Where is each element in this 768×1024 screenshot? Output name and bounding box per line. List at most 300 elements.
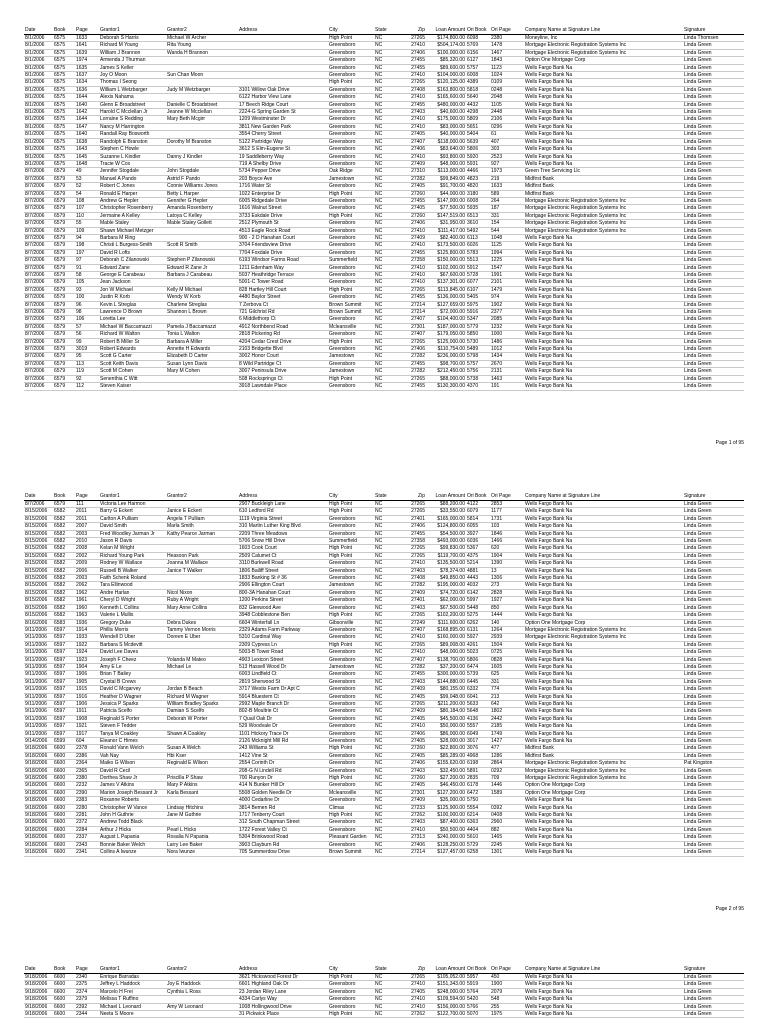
column-header: Zip <box>408 493 426 501</box>
table-row <box>24 597 744 604</box>
table-cell: 1465 <box>490 834 524 841</box>
records-table-page-2 <box>24 493 744 857</box>
table-cell: Barbara J Carabeau <box>166 272 238 279</box>
table-cell: 9/18/2006 <box>24 819 53 826</box>
table-row <box>24 79 744 86</box>
table-cell: Option One Mortgage Corp <box>524 57 683 64</box>
table-cell: David Lee Daves <box>99 649 166 656</box>
table-cell: 1637 <box>75 72 99 79</box>
table-cell: $99,830.00 <box>426 545 466 552</box>
table-cell: Greensboro <box>328 205 374 212</box>
table-cell: Greensboro <box>328 575 374 582</box>
table-row <box>24 723 744 730</box>
table-cell: Jamestown <box>328 663 374 670</box>
table-cell: 27407 <box>408 626 426 633</box>
table-cell: Christopher Rosenberry <box>99 205 166 212</box>
table-cell: Wells Fargo Bank Na <box>524 582 683 589</box>
table-cell: Linda Green <box>683 79 744 86</box>
table-cell: Greensboro <box>328 123 374 130</box>
table-cell: Linda Green <box>683 649 744 656</box>
table-cell: 27406 <box>408 730 426 737</box>
table-cell: Linda Green <box>683 49 744 56</box>
table-cell: Linda Green <box>683 693 744 700</box>
table-cell: 5639 <box>466 138 490 145</box>
table-cell: 6579 <box>53 279 75 286</box>
table-cell: 9/18/2006 <box>24 981 53 988</box>
table-cell: 407 <box>490 138 524 145</box>
table-row <box>24 760 744 767</box>
table-cell: 2008 <box>75 545 99 552</box>
table-cell: 6600 <box>53 981 75 988</box>
table-cell: 198 <box>75 242 99 249</box>
table-cell: NC <box>374 988 408 995</box>
table-row <box>24 686 744 693</box>
table-cell: 9/18/2006 <box>24 826 53 833</box>
column-header: Address <box>238 966 328 974</box>
table-cell: Wells Fargo Bank Na <box>524 693 683 700</box>
table-cell: 1904 <box>75 663 99 670</box>
table-cell: 27410 <box>408 116 426 123</box>
table-cell: 1906 <box>75 671 99 678</box>
table-cell: Wells Fargo Bank Na <box>524 597 683 604</box>
table-cell: 4513 Eagle Rock Road <box>238 227 328 234</box>
table-cell: 6472 <box>466 789 490 796</box>
table-cell: 27410 <box>408 272 426 279</box>
table-cell: Joseph F Cheez <box>99 656 166 663</box>
table-cell: $50,500.00 <box>426 826 466 833</box>
table-cell: Lorraine S Redding <box>99 116 166 123</box>
table-cell: 625 <box>490 671 524 678</box>
table-cell: 8/7/2006 <box>24 353 53 360</box>
table-cell: Greensboro <box>328 560 374 567</box>
table-cell: Stephen P Zilanowski <box>166 257 238 264</box>
table-cell: 2337 <box>75 834 99 841</box>
column-header: Page <box>75 966 99 974</box>
table-cell: High Point <box>328 1011 374 1018</box>
table-cell: 1286 <box>490 752 524 759</box>
table-cell: 705 Summerdow Drive <box>238 849 328 856</box>
table-cell: 1833 Banking St # 36 <box>238 575 328 582</box>
table-cell: 2006 <box>75 567 99 574</box>
table-cell: 6597 <box>53 641 75 648</box>
table-cell: 6575 <box>53 94 75 101</box>
table-cell: NC <box>374 35 408 42</box>
table-row <box>24 515 744 522</box>
table-cell: Wells Fargo Bank Na <box>524 996 683 1003</box>
table-cell: 529 Woodvale Dr <box>238 723 328 730</box>
table-cell: Jane M Guthrie <box>166 812 238 819</box>
table-cell: 8/15/2006 <box>24 567 53 574</box>
table-cell: 27405 <box>408 988 426 995</box>
table-cell: Linda Green <box>683 242 744 249</box>
table-cell: Pamela J Baccamazzi <box>166 323 238 330</box>
column-header: Grantor1 <box>99 27 166 35</box>
table-cell: 4404 <box>466 826 490 833</box>
table-cell: 8/7/2006 <box>24 175 53 182</box>
table-cell: 1802 <box>490 708 524 715</box>
table-cell: 6055 <box>466 523 490 530</box>
table-cell: Linda Green <box>683 190 744 197</box>
table-cell: 6597 <box>53 693 75 700</box>
table-cell: 27358 <box>408 257 426 264</box>
table-cell: 5347 <box>466 316 490 323</box>
table-row <box>24 64 744 71</box>
table-cell: 5734 Pepper Drive <box>238 168 328 175</box>
table-cell: 213 <box>490 693 524 700</box>
table-cell: 8/1/2006 <box>24 131 53 138</box>
table-cell: 27410 <box>408 649 426 656</box>
table-cell: 6193 Windsor Farms Road <box>238 257 328 264</box>
table-cell: $80,155.00 <box>426 686 466 693</box>
table-cell: 27407 <box>408 656 426 663</box>
table-cell: 2819 Sherwood St <box>238 678 328 685</box>
table-cell: Joy O Moon <box>99 72 166 79</box>
table-cell: 6582 <box>53 545 75 552</box>
table-row <box>24 346 744 353</box>
table-cell: 5492 <box>466 227 490 234</box>
table-cell: $151,343.00 <box>426 981 466 988</box>
table-cell: Wells Fargo Bank Na <box>524 368 683 375</box>
table-cell: Mary Beth Mcgirr <box>166 116 238 123</box>
table-cell: 27408 <box>408 86 426 93</box>
table-cell <box>490 797 524 804</box>
table-cell: 882 <box>490 826 524 833</box>
table-row <box>24 797 744 804</box>
table-cell: 27401 <box>408 597 426 604</box>
table-cell: 832 Glenwood Ave <box>238 604 328 611</box>
table-cell: William Bradley Sparks <box>166 700 238 707</box>
table-cell: Mortgage Electronic Registration Systems Inc <box>524 197 683 204</box>
table-cell: 3007 Peninsula Drive <box>238 368 328 375</box>
table-cell: 6582 <box>53 589 75 596</box>
table-cell: 6579 <box>53 183 75 190</box>
table-cell: 1264 <box>490 626 524 633</box>
table-cell: 5920 <box>466 153 490 160</box>
table-cell: 27455 <box>408 530 426 537</box>
table-cell: 450 <box>490 974 524 981</box>
table-cell: NC <box>374 323 408 330</box>
table-cell: 2992 Maple Branch Dr <box>238 700 328 707</box>
table-cell: 0392 <box>490 804 524 811</box>
table-cell: Greensboro <box>328 153 374 160</box>
table-cell: Wells Fargo Bank Na <box>524 656 683 663</box>
table-cell: 6579 <box>53 346 75 353</box>
table-row <box>24 331 744 338</box>
table-cell: NC <box>374 515 408 522</box>
table-cell: 8/1/2006 <box>24 79 53 86</box>
table-cell: Greensboro <box>328 49 374 56</box>
table-cell: 4122 <box>466 501 490 508</box>
table-cell: 27403 <box>408 819 426 826</box>
table-cell: $100,000.00 <box>426 812 466 819</box>
table-cell: 6600 <box>53 789 75 796</box>
table-row <box>24 309 744 316</box>
table-cell: 4968 <box>466 752 490 759</box>
table-cell: 6579 <box>53 190 75 197</box>
table-cell: Wells Fargo Bank Na <box>524 131 683 138</box>
table-cell: 8/7/2006 <box>24 257 53 264</box>
table-cell: Mary M Cohen <box>166 368 238 375</box>
table-cell: Greensboro <box>328 530 374 537</box>
table-cell: Linda Green <box>683 72 744 79</box>
table-cell: Kevin L Streglas <box>99 301 166 308</box>
table-cell: 6600 <box>53 988 75 995</box>
table-cell: 1209 Westminster Dr <box>238 116 328 123</box>
table-cell: Damian S Scelfo <box>166 708 238 715</box>
table-cell: Greensboro <box>328 752 374 759</box>
table-cell: Wells Fargo Bank Na <box>524 272 683 279</box>
table-cell: Jeffrey L Haddock <box>99 981 166 988</box>
table-cell: 8/7/2006 <box>24 338 53 345</box>
table-cell: $187,000.00 <box>426 323 466 330</box>
table-cell: Ronald E Harper <box>99 190 166 197</box>
table-cell: 1390 <box>490 560 524 567</box>
table-cell: NC <box>374 508 408 515</box>
table-cell: 6582 <box>53 530 75 537</box>
table-cell: Wells Fargo Bank Na <box>524 501 683 508</box>
table-cell: 4820 <box>466 183 490 190</box>
table-cell: Linda Green <box>683 309 744 316</box>
table-cell: Michael W Archer <box>166 35 238 42</box>
table-row <box>24 738 744 745</box>
table-cell: Greensboro <box>328 700 374 707</box>
table-cell: Michael Le <box>166 663 238 670</box>
table-cell: 9/18/2006 <box>24 745 53 752</box>
table-cell: Susan Lynn Davis <box>166 360 238 367</box>
table-cell: Gregory Duke <box>99 619 166 626</box>
table-cell: 219 <box>490 175 524 182</box>
table-cell: 5783 <box>466 249 490 256</box>
table-cell: 27410 <box>408 72 426 79</box>
table-cell: Linda Green <box>683 42 744 49</box>
table-cell: $125,000.00 <box>426 338 466 345</box>
table-cell: 27410 <box>408 826 426 833</box>
table-cell: Richard W Walton <box>99 331 166 338</box>
table-cell: 27410 <box>408 1003 426 1010</box>
table-cell: NC <box>374 730 408 737</box>
table-cell: Neeta S Moore <box>99 1011 166 1018</box>
table-cell: Wells Fargo Bank Na <box>524 819 683 826</box>
table-cell: Linda Green <box>683 841 744 848</box>
table-cell: Wells Fargo Bank Na <box>524 146 683 153</box>
table-cell: 27409 <box>408 234 426 241</box>
table-cell: Linda Green <box>683 545 744 552</box>
table-cell: Linda Green <box>683 375 744 382</box>
table-row <box>24 700 744 707</box>
table-cell: Wells Fargo Bank Na <box>524 301 683 308</box>
table-cell: 1906 <box>75 700 99 707</box>
table-cell: 6582 <box>53 597 75 604</box>
table-cell: 5798 <box>466 353 490 360</box>
table-cell: Judy M Wetzbarger <box>166 86 238 93</box>
table-cell: Scott Keith Davis <box>99 360 166 367</box>
table-cell <box>166 234 238 241</box>
table-cell: 6579 <box>53 323 75 330</box>
table-cell: NC <box>374 678 408 685</box>
table-cell: 6600 <box>53 826 75 833</box>
table-cell: 4912 Northbend Road <box>238 323 328 330</box>
table-cell: High Point <box>328 812 374 819</box>
table-cell: NC <box>374 264 408 271</box>
table-cell <box>238 35 328 42</box>
table-cell: NC <box>374 849 408 856</box>
table-cell: Dorothy M Branston <box>166 138 238 145</box>
table-cell: 0725 <box>490 649 524 656</box>
table-cell: $110,754.00 <box>426 346 466 353</box>
table-cell: 8/1/2006 <box>24 116 53 123</box>
table-cell: 1635 <box>75 64 99 71</box>
table-cell: $85,320.00 <box>426 57 466 64</box>
table-cell: 1994 <box>490 249 524 256</box>
table-cell: 1643 <box>75 146 99 153</box>
table-cell: Stephen C Howle <box>99 146 166 153</box>
table-cell: Linda Green <box>683 730 744 737</box>
table-cell: 27265 <box>408 974 426 981</box>
table-cell: Greensboro <box>328 981 374 988</box>
table-cell: NC <box>374 775 408 782</box>
table-cell: Linda Green <box>683 368 744 375</box>
table-cell <box>166 160 238 167</box>
table-cell: Manuel A Pando <box>99 175 166 182</box>
table-cell: Linda Green <box>683 331 744 338</box>
table-cell: 27265 <box>408 286 426 293</box>
table-cell: Kenneth L Collins <box>99 604 166 611</box>
table-cell: 1048 <box>490 234 524 241</box>
table-cell: Phillis Morris <box>99 626 166 633</box>
table-cell: NC <box>374 604 408 611</box>
table-cell: 5997 <box>466 597 490 604</box>
table-cell: 1504 <box>490 641 524 648</box>
table-cell: High Point <box>328 190 374 197</box>
table-cell: 2010 <box>75 538 99 545</box>
table-cell: Shannon L Brown <box>166 309 238 316</box>
table-cell: 9/11/2006 <box>24 730 53 737</box>
table-cell: 1962 <box>75 589 99 596</box>
table-cell: Wells Fargo Bank Na <box>524 309 683 316</box>
table-cell: 3717 Westis Farm Dr Apt C <box>238 686 328 693</box>
table-cell: 6474 <box>466 663 490 670</box>
table-cell: NC <box>374 153 408 160</box>
table-cell <box>166 797 238 804</box>
table-cell: Randall Ray Bosworth <box>99 131 166 138</box>
table-cell: Linda Green <box>683 264 744 271</box>
column-header: Grantor2 <box>166 493 238 501</box>
table-cell: NC <box>374 279 408 286</box>
table-cell: 1446 <box>490 782 524 789</box>
table-cell: NC <box>374 294 408 301</box>
table-cell: Greensboro <box>328 197 374 204</box>
table-cell: Jermaine A Kelley <box>99 212 166 219</box>
table-cell: 9/11/2006 <box>24 700 53 707</box>
table-cell: 8/1/2006 <box>24 160 53 167</box>
table-cell: Linda Green <box>683 582 744 589</box>
table-cell: Wells Fargo Bank Na <box>524 153 683 160</box>
table-cell: Linda Green <box>683 708 744 715</box>
table-cell: 6008 <box>466 72 490 79</box>
table-row <box>24 220 744 227</box>
table-cell: Wells Fargo Bank Na <box>524 797 683 804</box>
table-cell: Linda Green <box>683 64 744 71</box>
table-cell: Linda Green <box>683 316 744 323</box>
table-cell: 8/7/2006 <box>24 294 53 301</box>
table-cell: $119,700.00 <box>426 552 466 559</box>
table-cell: 5729 <box>466 841 490 848</box>
table-cell: 8/7/2006 <box>24 234 53 241</box>
table-cell: 99 <box>75 338 99 345</box>
table-cell: 1921 <box>75 723 99 730</box>
table-cell: Amanda Rosenberry <box>166 205 238 212</box>
table-cell: Jamestown <box>328 368 374 375</box>
table-cell: 9/11/2006 <box>24 626 53 633</box>
table-cell: 27358 <box>408 538 426 545</box>
table-cell: Linda Green <box>683 552 744 559</box>
table-cell: 5070 <box>466 1011 490 1018</box>
table-cell: 27409 <box>408 797 426 804</box>
column-header: Loan Amount <box>426 493 466 501</box>
table-row <box>24 353 744 360</box>
table-cell: 1479 <box>490 286 524 293</box>
table-cell: Priscilla P Shaw <box>166 775 238 782</box>
table-cell: NC <box>374 812 408 819</box>
table-cell: 54 <box>75 190 99 197</box>
table-cell: $99,849.00 <box>426 175 466 182</box>
table-cell: 2448 <box>490 109 524 116</box>
table-cell <box>166 64 238 71</box>
table-cell: Elizabeth D Carter <box>166 353 238 360</box>
table-cell: 8/7/2006 <box>24 168 53 175</box>
table-row <box>24 996 744 1003</box>
table-cell: 974 <box>490 294 524 301</box>
table-cell: 23 Jordan Riley Lane <box>238 988 328 995</box>
table-cell: 5927 <box>466 634 490 641</box>
table-cell: Armenda J Thurman <box>99 57 166 64</box>
table-cell: 1101 Hickory Trace Dr <box>238 730 328 737</box>
table-cell: 2512 Plymouth St <box>238 220 328 227</box>
table-cell: 9/11/2006 <box>24 693 53 700</box>
table-cell: 264 <box>490 197 524 204</box>
table-cell: 8/7/2006 <box>24 279 53 286</box>
table-cell: 2280 <box>75 804 99 811</box>
table-cell: 8/15/2006 <box>24 560 53 567</box>
table-cell: Justin R Korb <box>99 294 166 301</box>
table-row <box>24 234 744 241</box>
table-cell: Wells Fargo Bank Na <box>524 72 683 79</box>
table-cell: Greensboro <box>328 988 374 995</box>
table-cell: Mortgage Electronic Registration Systems Inc <box>524 205 683 212</box>
table-cell: Wells Fargo Bank Na <box>524 560 683 567</box>
table-cell: $88,000.00 <box>426 375 466 382</box>
table-cell: Linda Green <box>683 804 744 811</box>
table-cell: 0292 <box>490 767 524 774</box>
table-cell: $127,659.00 <box>426 301 466 308</box>
table-cell: Wells Fargo Bank Na <box>524 316 683 323</box>
table-cell: NC <box>374 834 408 841</box>
table-cell: 112 <box>75 383 99 390</box>
table-cell: Greensboro <box>328 116 374 123</box>
table-cell <box>166 501 238 508</box>
table-cell: NC <box>374 72 408 79</box>
table-cell <box>166 575 238 582</box>
table-cell: Linda Green <box>683 988 744 995</box>
table-cell: 1616 Walnut Street <box>238 205 328 212</box>
table-cell: 1641 <box>75 42 99 49</box>
table-cell: 721 Gilchrist Rd <box>238 309 328 316</box>
table-cell <box>238 57 328 64</box>
table-cell: $102,200.00 <box>426 612 466 619</box>
table-cell: 5508 Golden Needle Dr <box>238 789 328 796</box>
table-header-row <box>24 966 744 974</box>
table-cell: 2864 <box>490 760 524 767</box>
